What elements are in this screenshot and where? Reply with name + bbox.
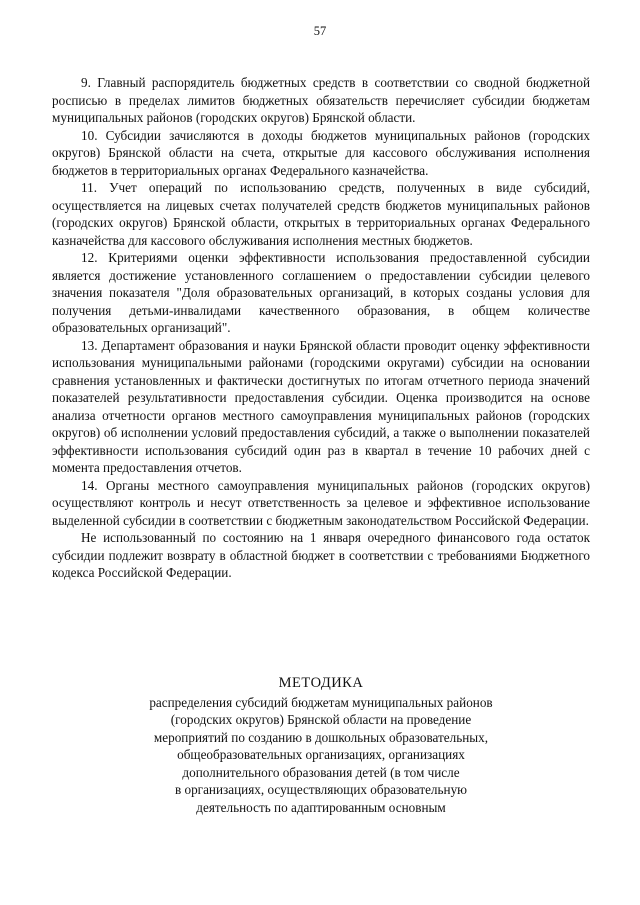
heading-title: МЕТОДИКА (278, 675, 364, 691)
paragraph-9: 9. Главный распорядитель бюджетных средств в соответствии со сводной бюджетной росписью в пределах лимитов бюджетных обязательств перечисляет субсидии бюджетам муниципальных районов (городских округов) Брянской области. (52, 75, 590, 125)
methodology-heading (52, 675, 590, 816)
paragraph-10: 10. Субсидии зачисляются в доходы бюджетов муниципальных районов (городских округов) Брянской области на счета, открытые для кассового обслуживания исполнения бюджетов в территориальных органах Федерального казначейства. (52, 127, 590, 178)
paragraph-12: 12. Критериями оценки эффективности использования предоставленной субсидии является достижение установленного соглашением о предоставлении субсидии целевого значения показателя "Доля образовательных организаций, в которых созданы условия для получения детьми-инвалидами качественного образования, в общем количестве образовательных организаций". (52, 250, 590, 335)
paragraph-13: 13. Департамент образования и науки Брянской области проводит оценку эффективности использования муниципальными районами (городскими округами) субсидии на основании сравнения установленных и фактически достигнутых по итогам отчетного периода значений показателей результативности предоставления субсидии. Оценка производится на основе анализа отчетности органов местного самоуправления муниципальных районов (городских округов) об исполнении условий предоставления субсидий, а также о выполнении показателей эффективности использования субсидий один раз в квартал в течение 10 рабочих дней с момента предоставления отчетов. (52, 337, 590, 475)
document-body (52, 74, 590, 582)
paragraph-unused-balance: Не использованный по состоянию на 1 января очередного финансового года остаток субсидии подлежит возврату в областной бюджет в соответствии с требованиями Бюджетного кодекса Российской Федерации. (52, 530, 590, 580)
heading-subtitle: распределения субсидий бюджетам муниципальных районов (городских округов) Брянской области на проведение мероприятий по созданию в дошкольных образовательных, общеобразовательных организациях, организациях дополнительного образования детей (в том числе в организациях, осуществляющих образовательную деятельность по адаптированным основным (149, 694, 493, 815)
paragraph-11: 11. Учет операций по использованию средств, полученных в виде субсидий, осуществляется на лицевых счетах получателей средств бюджетов муниципальных районов (городских округов) Брянской области, открытых в территориальных органах Федерального казначейства для кассового обслуживания исполнения местных бюджетов. (52, 180, 590, 248)
paragraph-14: 14. Органы местного самоуправления муниципальных районов (городских округов) осуществляют контроль и несут ответственность за целевое и эффективное использование выделенной субсидии в соответствии с бюджетным законодательством Российской Федерации. (52, 477, 590, 528)
page-number: 57 (313, 24, 327, 38)
